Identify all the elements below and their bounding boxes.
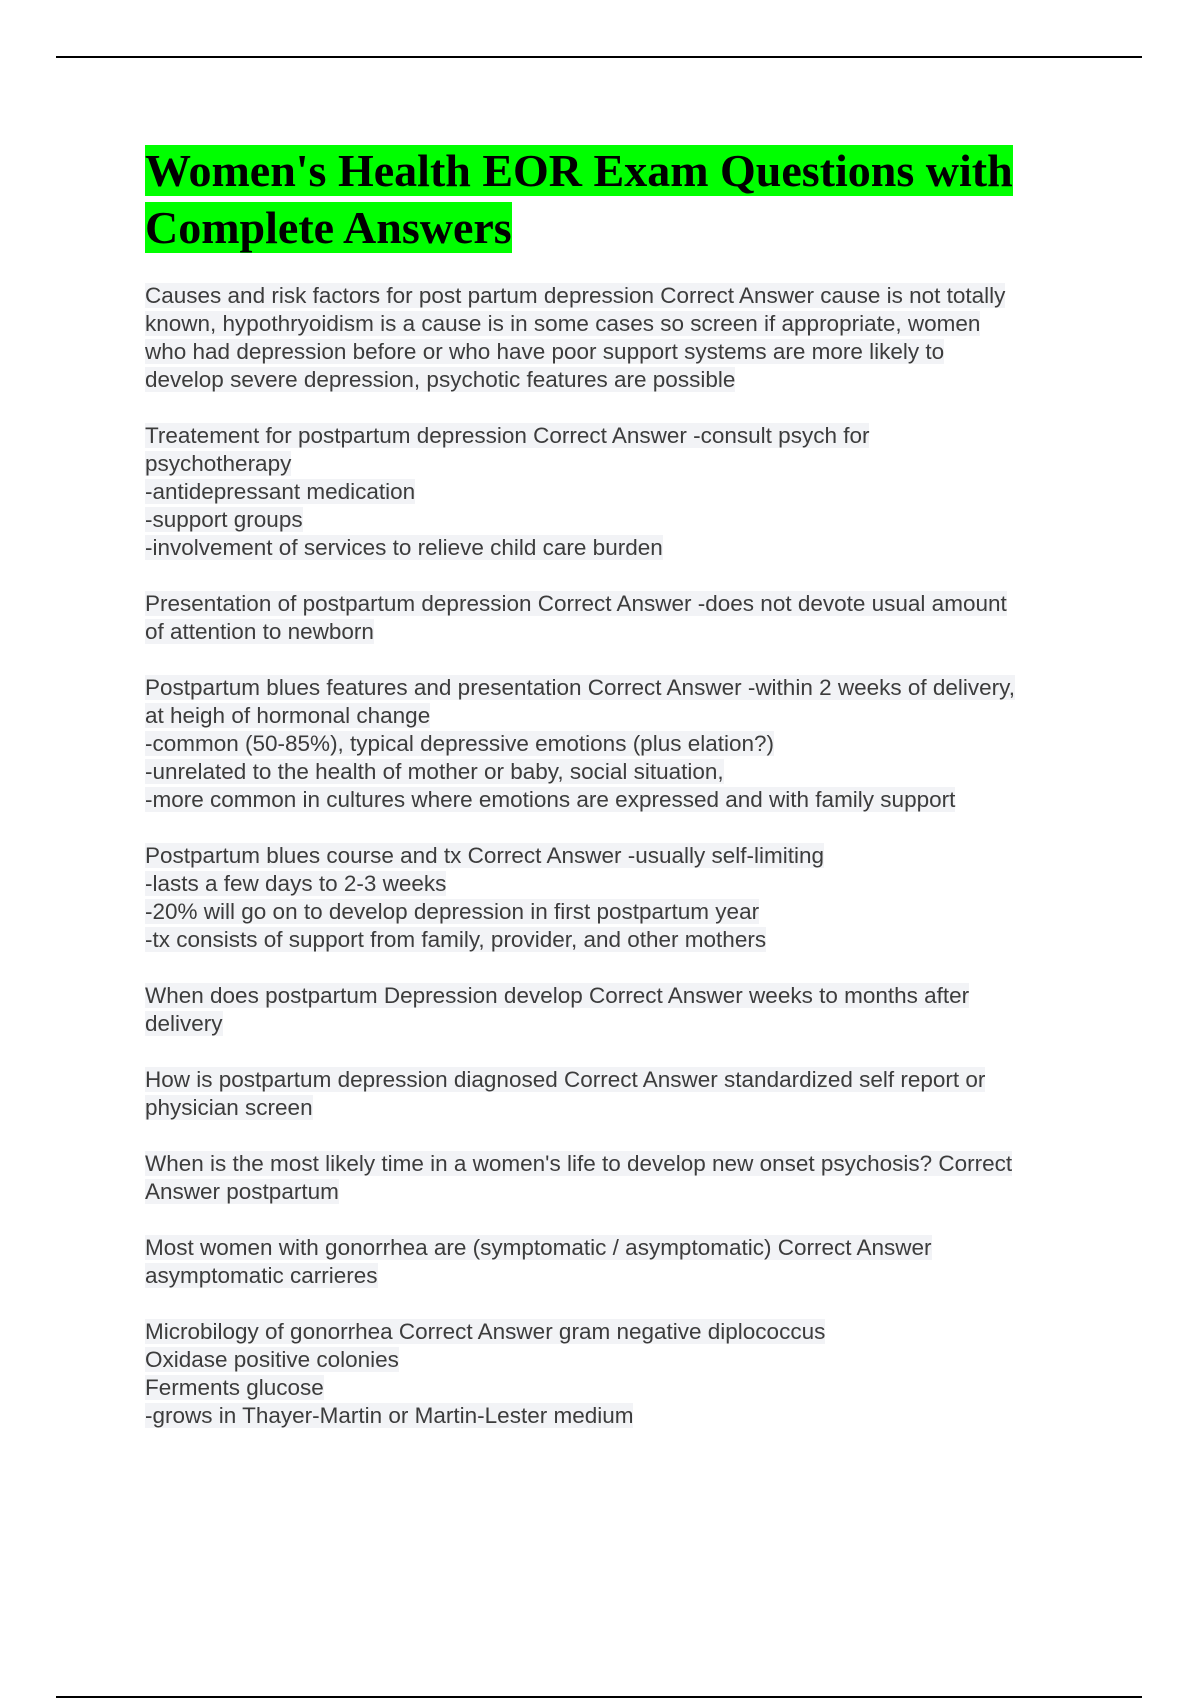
qa-line: When does postpartum Depression develop Correct Answer weeks to months after [145,983,970,1008]
qa-entry [145,982,1090,1038]
qa-line: Microbilogy of gonorrhea Correct Answer gram negative diplococcus [145,1319,826,1344]
qa-entry [145,842,1090,954]
qa-entry [145,590,1090,646]
title-line: Women's Health EOR Exam Questions with [145,145,1013,196]
qa-line: Postpartum blues features and presentation Correct Answer -within 2 weeks of delivery, [145,675,1016,700]
qa-line: Causes and risk factors for post partum depression Correct Answer cause is not totally [145,283,1006,308]
qa-line: asymptomatic carrieres [145,1263,378,1288]
qa-line: When is the most likely time in a women's life to develop new onset psychosis? Correct [145,1151,1013,1176]
qa-line: Ferments glucose [145,1375,324,1400]
qa-line: delivery [145,1011,223,1036]
document-body [145,142,1090,1458]
qa-line: develop severe depression, psychotic features are possible [145,367,736,392]
qa-line: psychotherapy [145,451,292,476]
qa-line: -20% will go on to develop depression in first postpartum year [145,899,760,924]
qa-line: physician screen [145,1095,313,1120]
qa-line: who had depression before or who have poor support systems are more likely to [145,339,945,364]
qa-entry [145,674,1090,814]
qa-line: -common (50-85%), typical depressive emotions (plus elation?) [145,731,775,756]
qa-line: at heigh of hormonal change [145,703,431,728]
qa-entry [145,1234,1090,1290]
qa-entry [145,422,1090,562]
qa-line: -tx consists of support from family, provider, and other mothers [145,927,767,952]
document-title [145,142,1090,256]
qa-entry [145,282,1090,394]
top-rule [56,56,1142,58]
qa-line: -grows in Thayer-Martin or Martin-Lester medium [145,1403,634,1428]
qa-line: of attention to newborn [145,619,374,644]
qa-line: Treatement for postpartum depression Correct Answer -consult psych for [145,423,870,448]
qa-line: Answer postpartum [145,1179,339,1204]
qa-line: -unrelated to the health of mother or baby, social situation, [145,759,724,784]
qa-line: -support groups [145,507,303,532]
qa-entry [145,1318,1090,1430]
qa-line: Oxidase positive colonies [145,1347,399,1372]
qa-line: Most women with gonorrhea are (symptomatic / asymptomatic) Correct Answer [145,1235,932,1260]
qa-line: -involvement of services to relieve child care burden [145,535,663,560]
qa-line: Postpartum blues course and tx Correct Answer -usually self-limiting [145,843,825,868]
qa-entry [145,1066,1090,1122]
qa-line: known, hypothryoidism is a cause is in some cases so screen if appropriate, women [145,311,981,336]
qa-line: -lasts a few days to 2-3 weeks [145,871,447,896]
qa-line: -more common in cultures where emotions are expressed and with family support [145,787,956,812]
title-line: Complete Answers [145,202,512,253]
qa-line: -antidepressant medication [145,479,416,504]
bottom-rule [56,1696,1142,1698]
qa-line: Presentation of postpartum depression Correct Answer -does not devote usual amount [145,591,1007,616]
qa-line: How is postpartum depression diagnosed Correct Answer standardized self report or [145,1067,986,1092]
qa-entry [145,1150,1090,1206]
